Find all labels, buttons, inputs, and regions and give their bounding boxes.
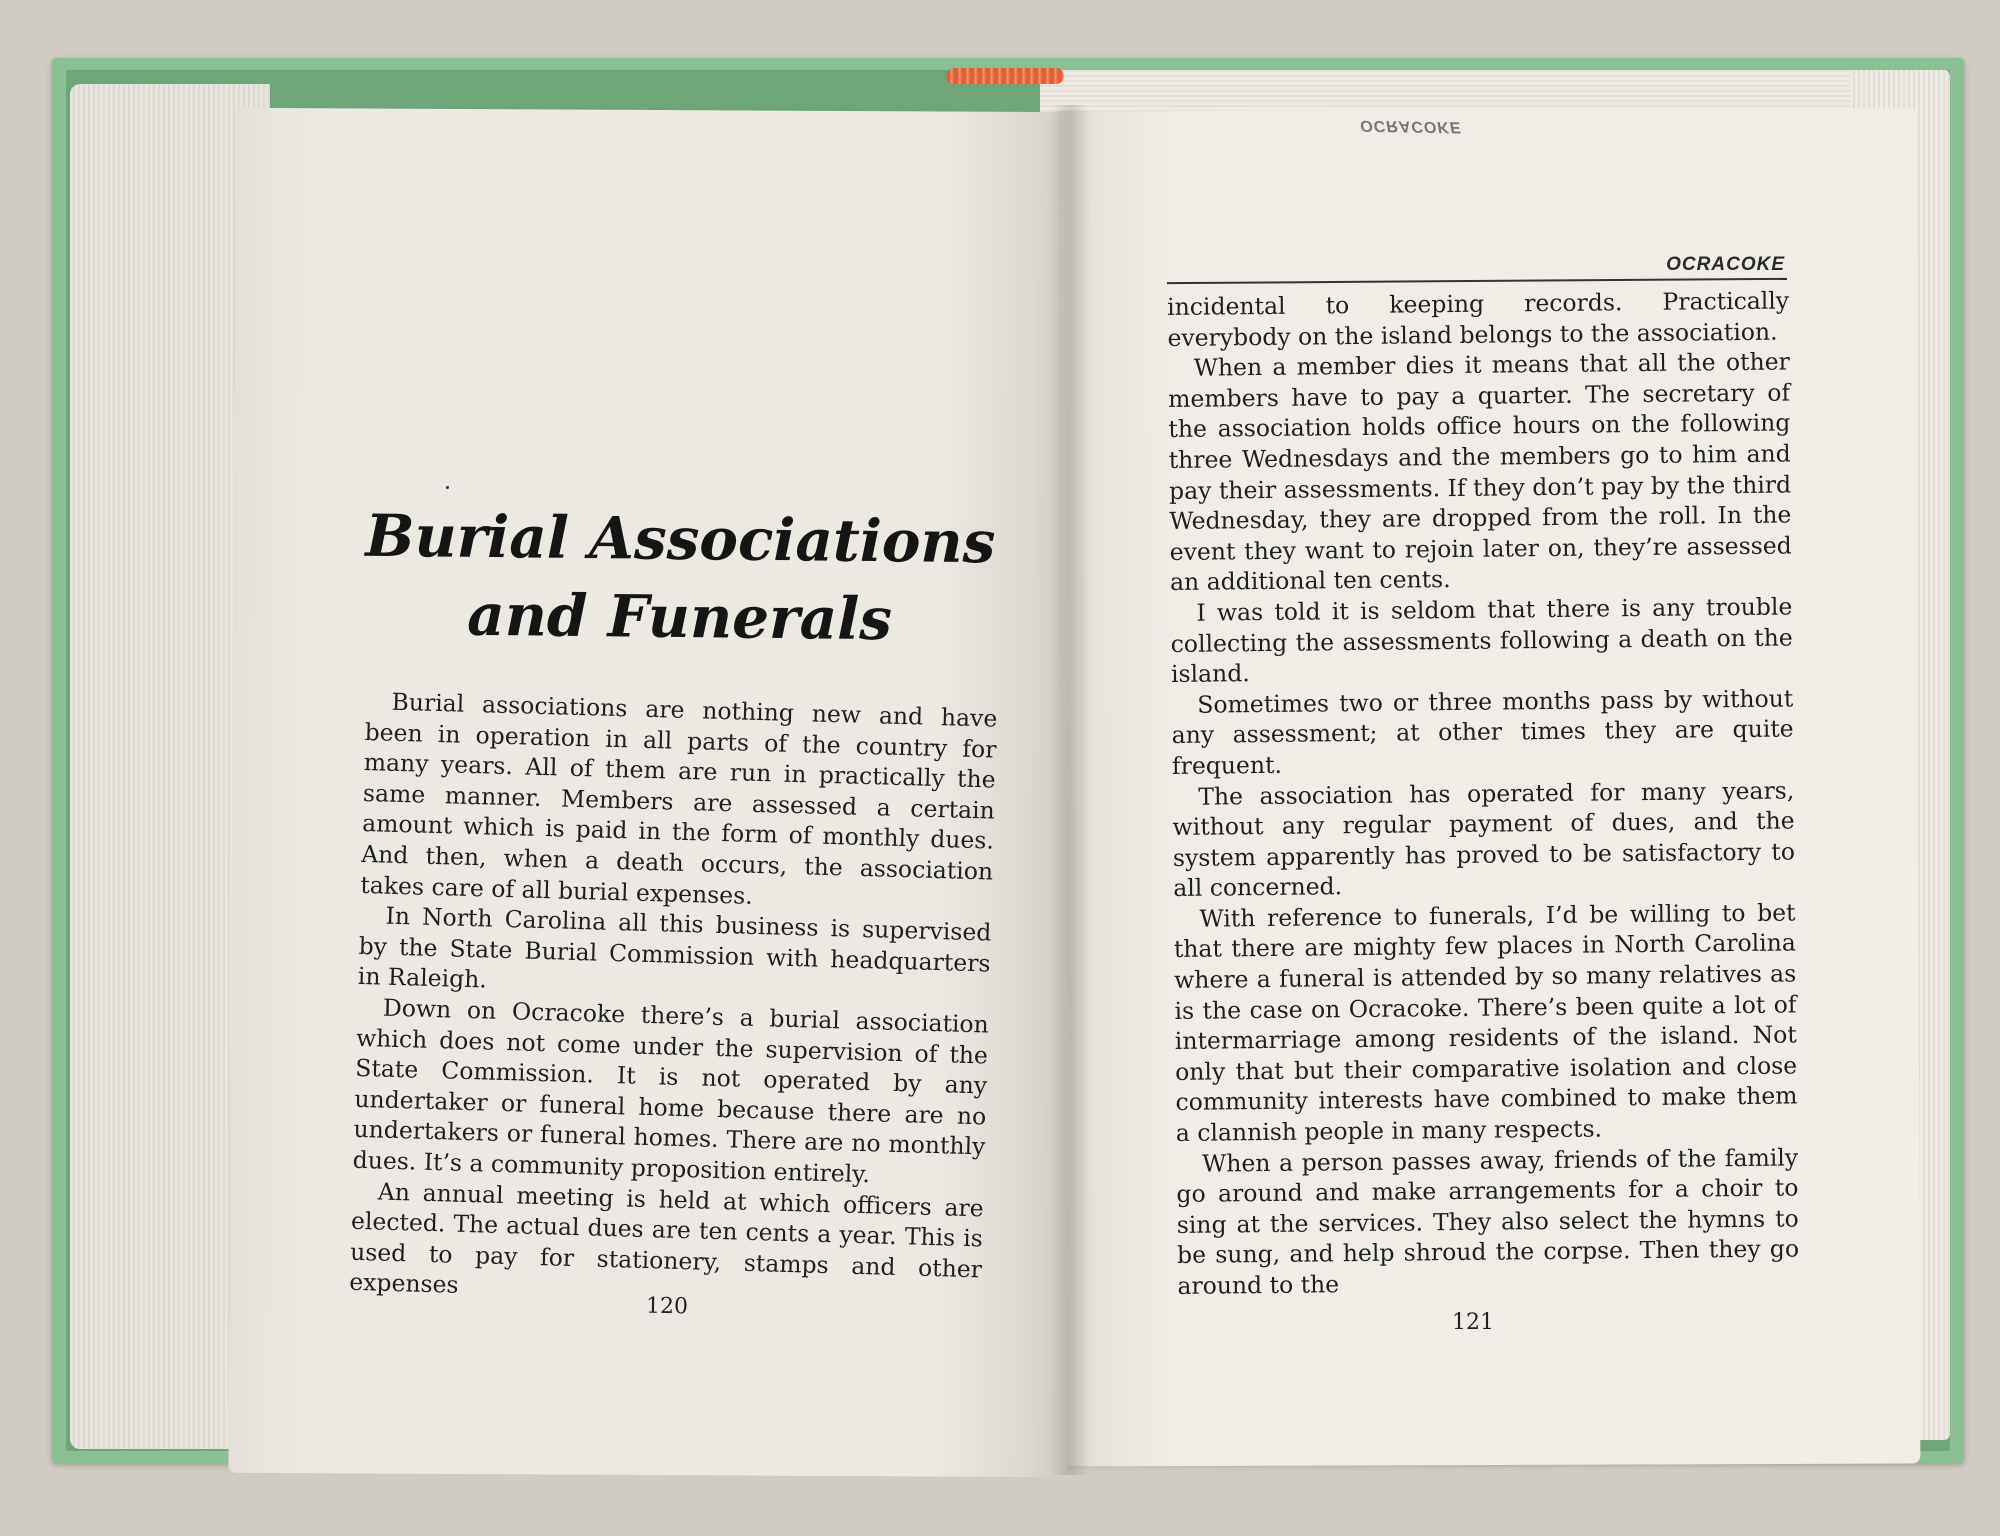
- right-page-body: [1167, 285, 1800, 1301]
- gutter-shadow: [1050, 105, 1090, 1475]
- chapter-title: Burial Associations and Funerals: [365, 501, 996, 654]
- paragraph: When a person passes away, friends of the family go around and make arrangements for a choir to sing at the services. They also select the hymns to be sung, and help shroud the corpse. Then they go around to the: [1176, 1143, 1800, 1300]
- show-through-running-head: OCRACOKE: [1359, 116, 1462, 136]
- paragraph: incidental to keeping records. Practically everybody on the island belongs to the association.: [1167, 286, 1790, 352]
- paragraph: An annual meeting is held at which officers are elected. The actual dues are ten cents a year. This is used to pay for stationery, stamps and other expenses: [348, 1177, 985, 1300]
- page-number-right: 121: [1452, 1310, 1494, 1335]
- headband: [940, 56, 1070, 96]
- paragraph: The association has operated for many years, without any regular payment of dues, and the system apparently has proved to be satisfactory to all concerned.: [1172, 775, 1796, 903]
- left-page-body: [349, 686, 998, 1315]
- ink-speck: [446, 486, 449, 489]
- paragraph: When a member dies it means that all the other members have to pay a quarter. The secretary of the association holds office hours on the following three Wednesdays and the members go to him and pay their assessments. If they don’t pay by the third Wednesday, they are dropped from the roll. In the event they want to rejoin later on, they’re assessed an additional ten cents.: [1167, 347, 1792, 597]
- running-head: [1167, 254, 1787, 284]
- headband-stitching: [946, 68, 1064, 84]
- paragraph: Burial associations are nothing new and have been in operation in all parts of the country for many years. All of them are run in practically the same manner. Members are assessed a certain amount which is paid in the form of monthly dues. And then, when a death occurs, the association takes care of all burial expenses.: [360, 687, 998, 910]
- page-number-left: 120: [645, 1293, 689, 1320]
- running-head-text: OCRACOKE: [1666, 254, 1785, 275]
- paragraph: Sometimes two or three months pass by without any assessment; at other times they are quite frequent.: [1171, 684, 1794, 780]
- paragraph: With reference to funerals, I’d be willing to bet that there are mighty few places in North Carolina where a funeral is attended by so many relatives as is the case on Ocracoke. There’s been quite a lot of intermarriage among residents of the island. Not only that but their comparative isolation and close community interests have combined to make them a clannish people in many respects.: [1173, 898, 1798, 1147]
- paragraph: I was told it is seldom that there is any trouble collecting the assessments following a death on the island.: [1170, 592, 1793, 689]
- running-head-rule: [1167, 278, 1787, 284]
- paragraph: Down on Ocracoke there’s a burial association which does not come under the supervision of the State Commission. It is not operated by any undertaker or funeral home because there are no undertakers or funeral homes. There are no monthly dues. It’s a community proposition entirely.: [352, 993, 990, 1189]
- paragraph: In North Carolina all this business is supervised by the State Burial Commission with headquarters in Raleigh.: [357, 901, 992, 994]
